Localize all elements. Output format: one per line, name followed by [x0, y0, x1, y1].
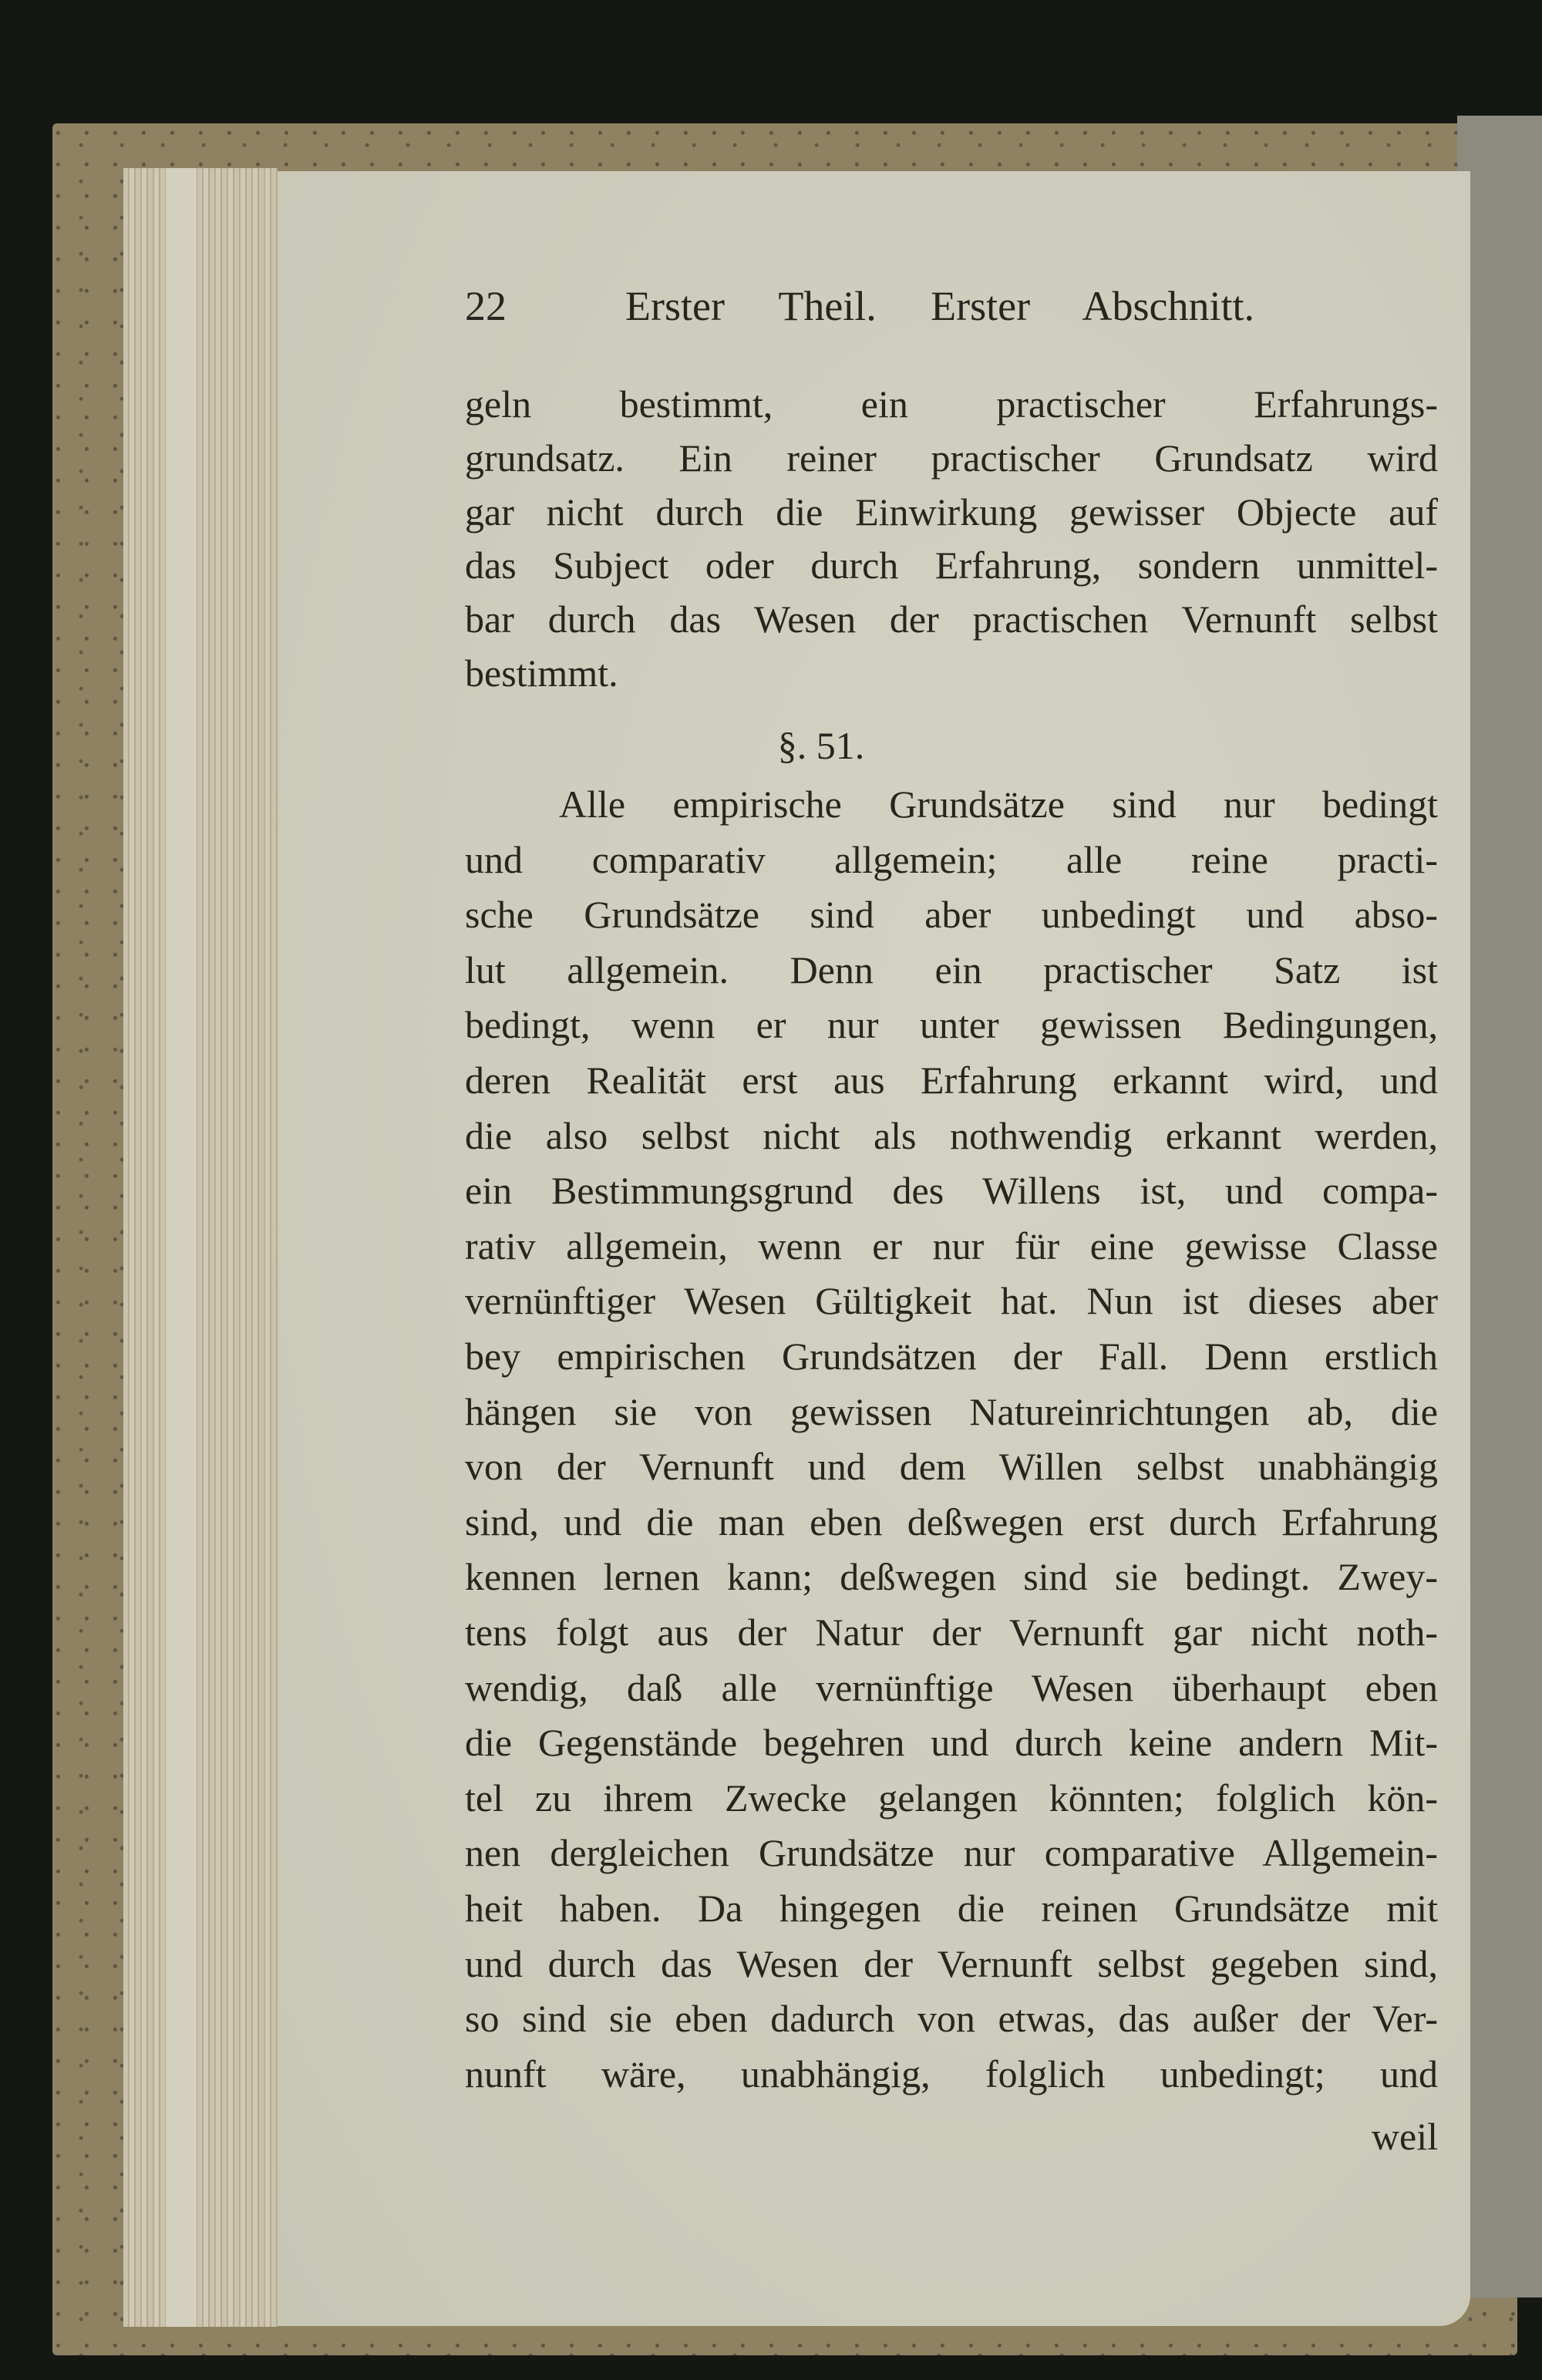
text-line: heit haben. Da hingegen die reinen Grundsätze mit	[465, 1887, 1438, 1930]
text-line: nunft wäre, unabhängig, folglich unbedingt; und	[465, 2052, 1438, 2096]
text-line: rativ allgemein, wenn er nur für eine gewisse Classe	[465, 1224, 1438, 1267]
catchword: weil	[1371, 2115, 1438, 2158]
text-line: die also selbst nicht als nothwendig erkannt werden,	[465, 1113, 1438, 1157]
running-title: Erster Theil. Erster Abschnitt.	[625, 283, 1254, 329]
text-line: so sind sie eben dadurch von etwas, das außer der Ver-	[465, 1997, 1438, 2041]
text-line: kennen lernen kann; deßwegen sind sie bedingt. Zwey-	[465, 1555, 1438, 1599]
text-line: sind, und die man eben deßwegen erst durch Erfahrung	[465, 1500, 1438, 1543]
page-number: 22	[465, 283, 507, 329]
text-line: sche Grundsätze sind aber unbedingt und abso-	[465, 893, 1438, 937]
text-line: vernünftiger Wesen Gültigkeit hat. Nun ist dieses aber	[465, 1279, 1438, 1323]
text-line: grundsatz. Ein reiner practischer Grundsatz wird	[465, 436, 1438, 480]
text-line: hängen sie von gewissen Natureinrichtungen ab, die	[465, 1389, 1438, 1433]
text-line: bey empirischen Grundsätzen der Fall. Denn erstlich	[465, 1335, 1438, 1378]
text-line: das Subject oder durch Erfahrung, sondern unmittel-	[465, 544, 1438, 587]
text-line: bedingt, wenn er nur unter gewissen Bedingungen,	[465, 1003, 1438, 1047]
text-line: deren Realität erst aus Erfahrung erkannt wird, und	[465, 1059, 1438, 1102]
text-line: und durch das Wesen der Vernunft selbst gegeben sind,	[465, 1941, 1438, 1985]
text-line: bestimmt.	[465, 651, 618, 695]
text-line: die Gegenstände begehren und durch keine andern Mit-	[465, 1721, 1438, 1765]
page-stack-highlight	[166, 168, 197, 2327]
text-line: und comparativ allgemein; alle reine practi-	[465, 837, 1438, 881]
text-line: tens folgt aus der Natur der Vernunft gar nicht noth-	[465, 1611, 1438, 1654]
text-line: tel zu ihrem Zwecke gelangen könnten; folglich kön-	[465, 1776, 1438, 1820]
text-line: von der Vernunft und dem Willen selbst unabhängig	[465, 1445, 1438, 1489]
text-line: gar nicht durch die Einwirkung gewisser Objecte auf	[465, 490, 1438, 534]
text-line: nen dergleichen Grundsätze nur comparative Allgemein-	[465, 1831, 1438, 1875]
text-line: geln bestimmt, ein practischer Erfahrungs-	[465, 382, 1438, 426]
text-line: ein Bestimmungsgrund des Willens ist, und compa-	[465, 1169, 1438, 1213]
text-line: wendig, daß alle vernünftige Wesen überhaupt eben	[465, 1665, 1438, 1709]
page-stack-edge	[123, 168, 278, 2327]
text-line: Alle empirische Grundsätze sind nur bedingt	[559, 783, 1438, 826]
section-heading: §. 51.	[777, 724, 865, 767]
text-line: lut allgemein. Denn ein practischer Satz ist	[465, 948, 1438, 991]
text-line: bar durch das Wesen der practischen Vernunft selbst	[465, 598, 1438, 641]
